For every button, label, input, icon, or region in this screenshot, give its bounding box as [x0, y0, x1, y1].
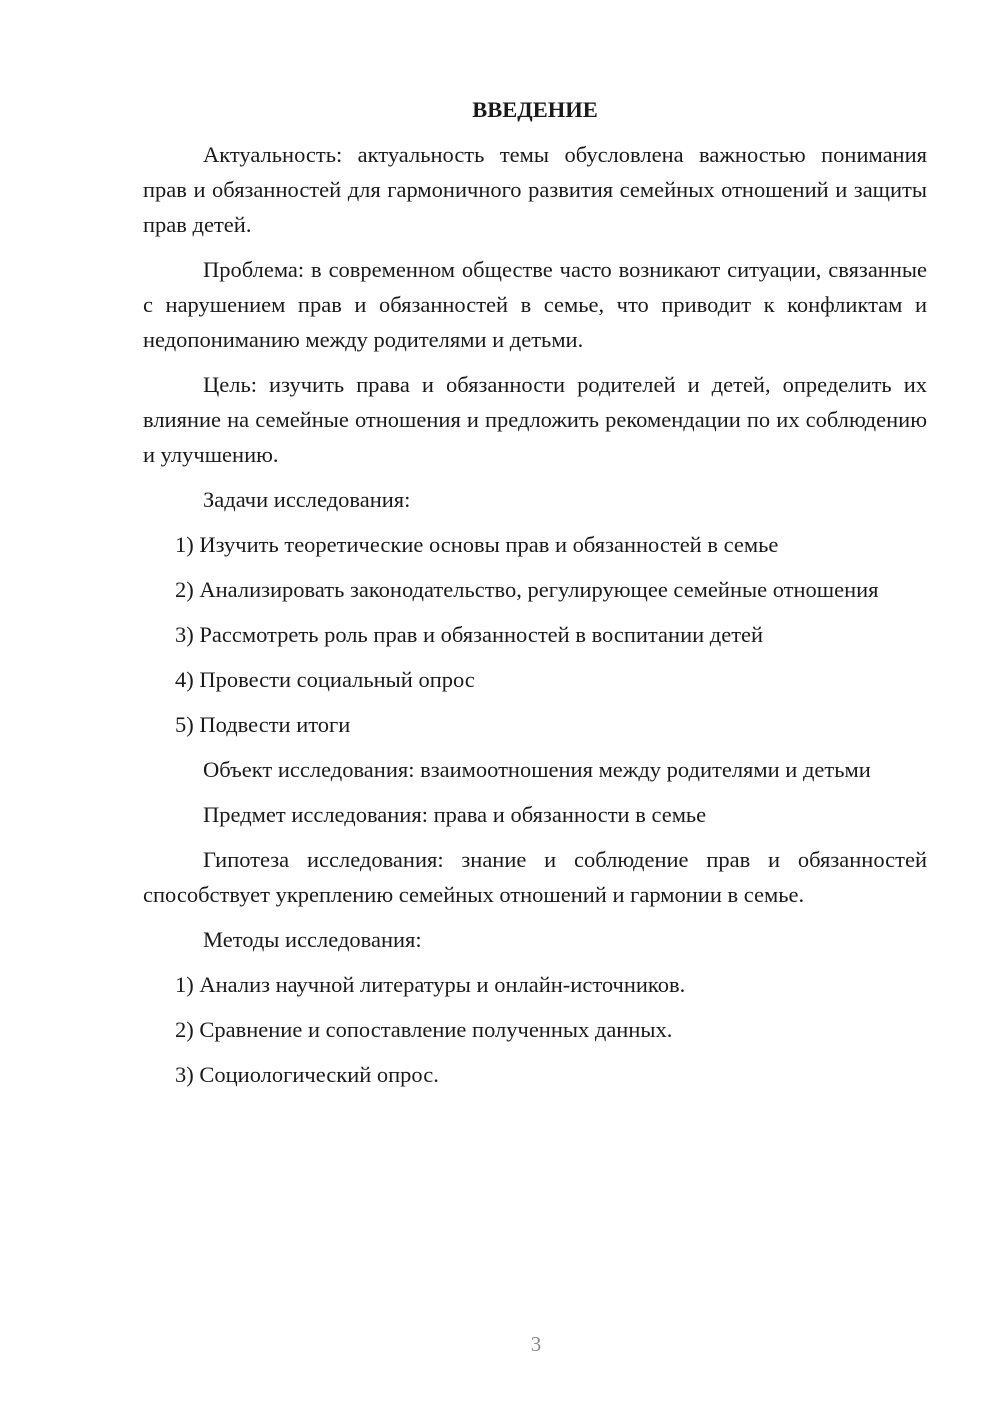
task-item: 1) Изучить теоретические основы прав и обязанностей в семье	[175, 532, 779, 557]
page-content	[143, 92, 927, 1102]
object-paragraph: Объект исследования: взаимоотношения между родителями и детьми	[203, 757, 871, 782]
section-heading: ВВЕДЕНИЕ	[472, 97, 598, 122]
subject-paragraph: Предмет исследования: права и обязанности в семье	[203, 802, 707, 827]
problem-paragraph: Проблема: в современном обществе часто возникают ситуации, связанные с нарушением прав и обязанностей в семье, что приводит к конфликтам и недопониманию между родителями и детьми.	[143, 257, 927, 352]
tasks-heading: Задачи исследования:	[203, 487, 411, 512]
goal-paragraph: Цель: изучить права и обязанности родителей и детей, определить их влияние на семейные отношения и предложить рекомендации по их соблюдению и улучшению.	[143, 372, 927, 467]
method-item: 2) Сравнение и сопоставление полученных данных.	[175, 1017, 673, 1042]
method-item: 3) Социологический опрос.	[175, 1062, 439, 1087]
task-item: 2) Анализировать законодательство, регулирующее семейные отношения	[175, 577, 879, 602]
hypothesis-paragraph: Гипотеза исследования: знание и соблюдение прав и обязанностей способствует укреплению семейных отношений и гармонии в семье.	[143, 847, 927, 907]
task-item: 3) Рассмотреть роль прав и обязанностей в воспитании детей	[175, 622, 764, 647]
task-item: 5) Подвести итоги	[175, 712, 351, 737]
page-number: 3	[530, 1332, 542, 1356]
relevance-paragraph: Актуальность: актуальность темы обусловлена важностью понимания прав и обязанностей для гармоничного развития семейных отношений и защиты прав детей.	[143, 142, 927, 237]
task-item: 4) Провести социальный опрос	[175, 667, 475, 692]
method-item: 1) Анализ научной литературы и онлайн-источников.	[175, 972, 686, 997]
methods-heading: Методы исследования:	[203, 927, 422, 952]
